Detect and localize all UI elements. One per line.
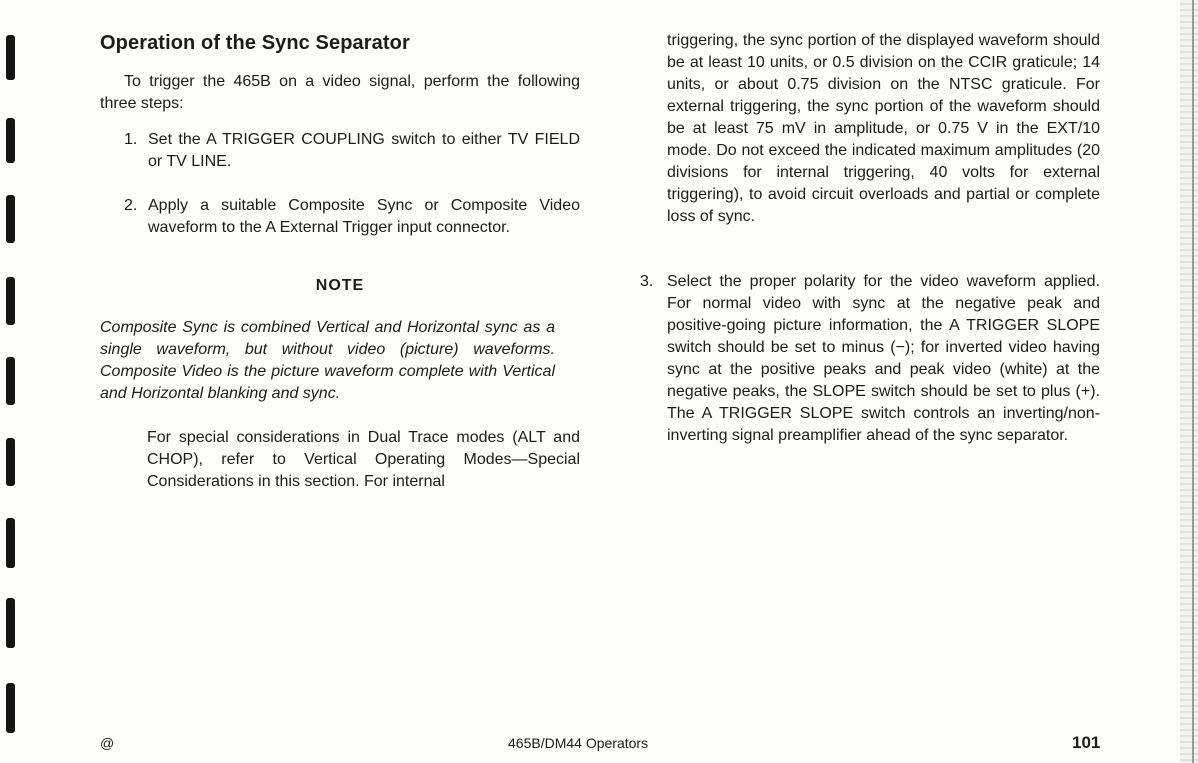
step-number: 2. xyxy=(124,197,138,214)
section-heading: Operation of the Sync Separator xyxy=(100,32,410,54)
special-considerations-paragraph: For special considerations in Dual Trace modes (ALT and CHOP), refer to Vertical Operating Modes—Special Considerations in this section. For internal xyxy=(147,429,580,490)
step-number: 1. xyxy=(124,131,138,148)
binding-hole-mark xyxy=(6,683,15,733)
step-item xyxy=(124,129,580,173)
binding-hole-mark xyxy=(6,598,15,648)
binding-hole-mark xyxy=(6,195,15,243)
page-edge-strip xyxy=(1180,0,1198,763)
left-column xyxy=(100,30,580,493)
step-text: Apply a suitable Composite Sync or Composite Video waveform to the A External Trigger input connector. xyxy=(148,197,580,236)
binding-hole-mark xyxy=(6,438,15,486)
binding-hole-mark xyxy=(6,518,15,568)
step-number: 3. xyxy=(640,273,654,290)
footer-title: 465B/DM44 Operators xyxy=(508,735,649,751)
right-column xyxy=(640,30,1100,447)
step-item xyxy=(640,271,1100,447)
intro-paragraph: To trigger the 465B on a video signal, perform the following three steps: xyxy=(100,73,580,112)
binding-hole-mark xyxy=(6,118,15,163)
step-text: Set the A TRIGGER COUPLING switch to either TV FIELD or TV LINE. xyxy=(148,131,580,170)
page-number: 101 xyxy=(1072,733,1101,752)
step-item xyxy=(124,195,580,239)
continuation-paragraph: triggering, the sync portion of the displayed waveform should be at least 10 units, or 0.5 division on the CCIR graticule; 14 units, or about 0.75 division on the NTSC graticule. For external triggering, the sync portion of the waveform should be at least 75 mV in amplitude, or 0.75 V in the EXT/10 mode. Do not exceed the indicated maximum amplitudes (20 divisions for internal triggering, 40 volts for external triggering), to avoid circuit overloads and partial or complete loss of sync. xyxy=(667,32,1100,225)
binding-hole-mark xyxy=(6,277,15,325)
binding-hole-mark xyxy=(6,35,15,80)
note-body: Composite Sync is combined Vertical and Horizontal sync as a single waveform, but without video (picture) waveforms. Composite Video is the picture waveform complete with Vertical and Horizontal blanking and sync. xyxy=(100,319,555,402)
step-text: Select the proper polarity for the video waveform applied. For normal video with sync at the negative peak and positive-going picture information, the A TRIGGER SLOPE switch should be set to minus (−); for inverted video having sync at the positive peaks and peak video (white) at the negative peaks, the SLOPE switch should be set to plus (+). The A TRIGGER SLOPE switch controls an inverting/non-inverting signal preamplifier ahead of the sync separator. xyxy=(667,273,1100,444)
footer-mark: @ xyxy=(100,735,115,751)
binding-hole-mark xyxy=(6,357,15,405)
note-heading: NOTE xyxy=(315,277,365,294)
